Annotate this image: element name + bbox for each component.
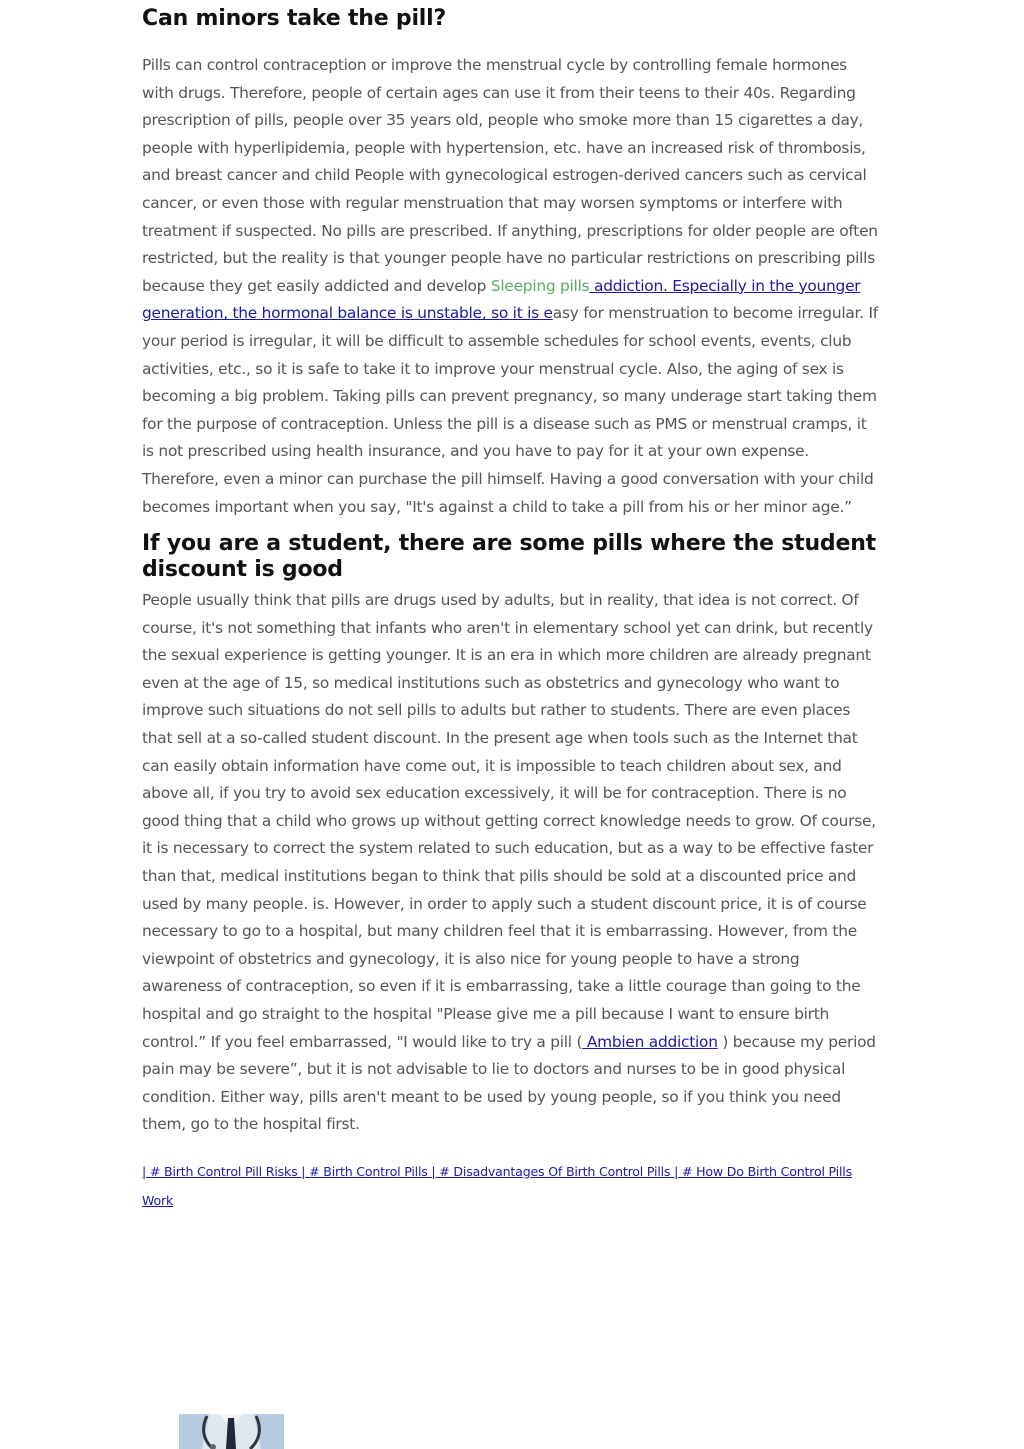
addiction-link[interactable]: addiction. Especially in the younger generation, the hormonal balance is unstable, so it is e <box>142 276 861 323</box>
tag-links <box>142 1157 882 1215</box>
paragraph-minors <box>142 52 882 521</box>
section-title-student-discount: If you are a student, there are some pills where the student discount is good <box>142 531 876 583</box>
sleeping-pills-text: Sleeping pills <box>490 276 590 295</box>
paragraph-text: People usually think that pills are drugs used by adults, but in reality, that idea is not correct. Of course, it's not something that infants who aren't in elementary school yet can drink, but recently the sexual experience is getting younger. It is an era in which more children are already pregnant even at the age of 15, so medical institutions such as obstetrics and gynecology who want to improve such situations do not sell pills to adults but rather to students. There are even places that sell at a so-called student discount. In the present age when tools such as the Internet that can easily obtain information have come out, it is impossible to teach children about sex, and above all, if you try to avoid sex education excessively, it will be for contraception. There is no good thing that a child who grows up without getting correct knowledge needs to grow. Of course, it is necessary to correct the system related to such education, but as a way to be effective faster than that, medical institutions began to think that pills should be sold at a discounted price and used by many people. is. However, in order to apply such a student discount price, it is of course necessary to go to a hospital, but many children feel that it is embarrassing. However, from the viewpoint of obstetrics and gynecology, it is also nice for young people to have a strong awareness of contraception, so even if it is embarrassing, take a little courage than going to the hospital and go straight to the hospital "Please give me a pill because I want to ensure birth control.” If you feel embarrassed, "I would like to try a pill ( <box>142 591 876 1051</box>
paragraph-text-continued: ) because my period pain may be severe”, but it is not advisable to lie to doctors and nurses to be in good physical condition. Either way, pills aren't meant to be used by young people, so if you think you need them, go to the hospital first. <box>142 1032 876 1134</box>
paragraph-student-discount <box>142 587 882 1139</box>
doctor-photo-icon <box>179 1414 284 1449</box>
tag-birth-control-pill-risks[interactable]: | # Birth Control Pill Risks <box>142 1163 298 1179</box>
tag-disadvantages-of-birth-control-pills[interactable]: | # Disadvantages Of Birth Control Pills <box>427 1163 671 1179</box>
ambien-addiction-link[interactable]: Ambien addiction <box>582 1032 718 1051</box>
tag-birth-control-pills[interactable]: | # Birth Control Pills <box>297 1163 428 1179</box>
article <box>142 0 882 1215</box>
paragraph-text-continued: asy for menstruation to become irregular. If your period is irregular, it will be difficult to assemble schedules for school events, events, club activities, etc., so it is safe to take it to improve your menstrual cycle. Also, the aging of sex is becoming a big problem. Taking pills can prevent pregnancy, so many underage start taking them for the purpose of contraception. Unless the pill is a disease such as PMS or menstrual cramps, it is not prescribed using health insurance, and you have to pay for it at your own expense. Therefore, even a minor can purchase the pill himself. Having a good conversation with your child becomes important when you say, "It's against a child to take a pill from his or her minor age.” <box>142 304 878 516</box>
paragraph-text: Pills can control contraception or improve the menstrual cycle by controlling female hormones with drugs. Therefore, people of certain ages can use it from their teens to their 40s. Regarding prescription of pills, people over 35 years old, people who smoke more than 15 cigarettes a day, people with hyperlipidemia, people with hypertension, etc. have an increased risk of thrombosis, and breast cancer and child People with gynecological estrogen-derived cancers such as cervical cancer, or even those with regular menstruation that may worsen symptoms or interfere with treatment if suspected. No pills are prescribed. If anything, prescriptions for older people are often restricted, but the reality is that younger people have no particular restrictions on prescribing pills because they get easily addicted and develop <box>142 56 878 295</box>
section-title-minors: Can minors take the pill? <box>142 6 447 31</box>
tag-how-do-birth-control-pills-work[interactable]: | # How Do Birth Control Pills Work <box>142 1163 852 1208</box>
